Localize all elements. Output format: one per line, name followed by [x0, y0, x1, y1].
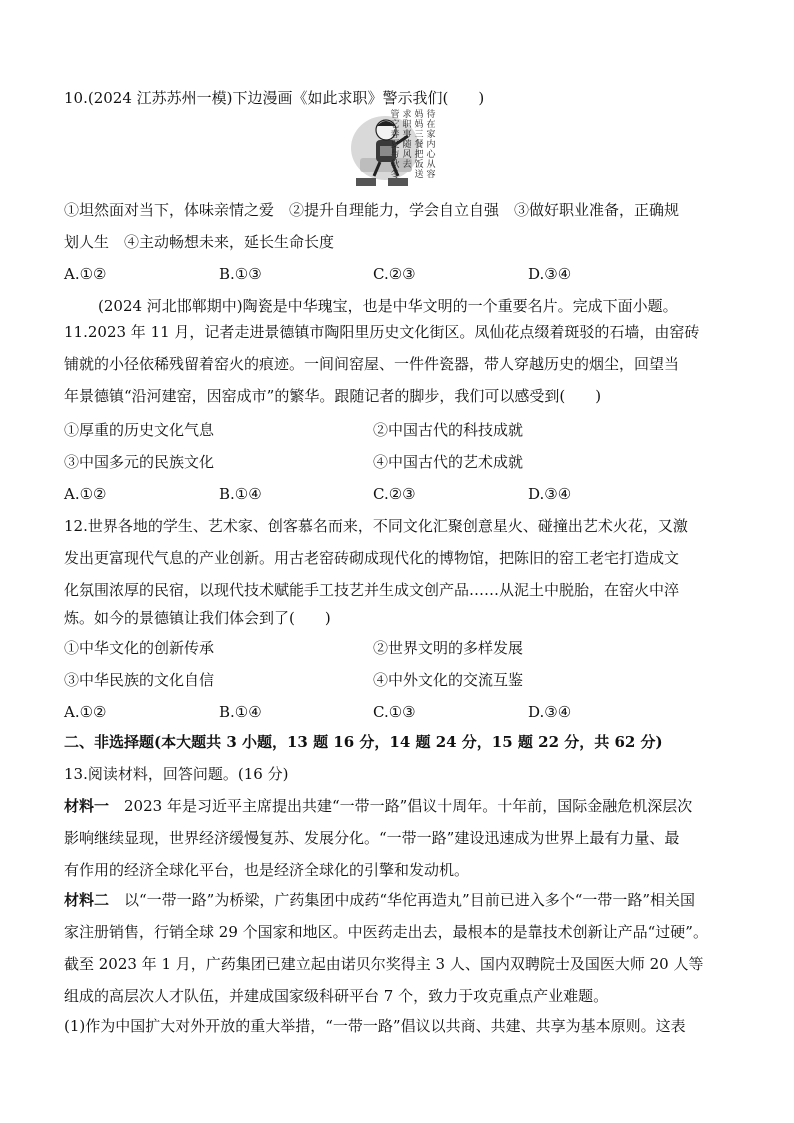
q11-statement-1: ①厚重的历史文化气息	[64, 421, 215, 439]
q12-statement-1: ①中华文化的创新传承	[64, 639, 215, 657]
comic-text-col-4: 管它春夏与秋冬	[390, 110, 400, 180]
q10-option-a: A.①②	[64, 265, 107, 283]
comic-text-col-1: 待在家内心从容	[426, 110, 436, 180]
material-2-line-4: 组成的高层次人才队伍，并建成国家级科研平台 7 个，致力于攻克重点产业难题。	[64, 987, 609, 1005]
q12-line-1: 12.世界各地的学生、艺术家、创客慕名而来，不同文化汇聚创意星火、碰撞出艺术火花，又激	[64, 517, 688, 535]
comic-illustration	[340, 112, 460, 190]
q10-statements-line2: 划人生 ④主动畅想未来，延长生命长度	[64, 233, 335, 251]
material-2-label: 材料二	[64, 891, 110, 909]
q10-statements-line1: ①坦然面对当下，体味亲情之爱 ②提升自理能力，学会自立自强 ③做好职业准备，正确规	[64, 201, 680, 219]
group-intro: (2024 河北邯郸期中)陶瓷是中华瑰宝，也是中华文明的一个重要名片。完成下面小题。	[98, 297, 678, 315]
q13-subquestion-1: (1)作为中国扩大对外开放的重大举措，“一带一路”倡议以共商、共建、共享为基本原则。这表	[64, 1017, 686, 1035]
q12-statement-4: ④中外文化的交流互鉴	[373, 671, 524, 689]
q11-line-1: 11.2023 年 11 月，记者走进景德镇市陶阳里历史文化街区。凤仙花点缀着斑驳的石墙，由窑砖	[64, 323, 700, 341]
q11-option-b: B.①④	[219, 485, 262, 503]
material-1-line-1	[64, 796, 692, 816]
q11-option-d: D.③④	[528, 485, 572, 503]
material-1-text: 2023 年是习近平主席提出共建“一带一路”倡议十周年。十年前，国际金融危机深层次	[109, 797, 693, 815]
material-2-text: 以“一带一路”为桥梁，广药集团中成药“华佗再造丸”目前已进入多个“一带一路”相关国	[109, 891, 696, 909]
q11-line-3: 年景德镇“沿河建窑，因窑成市”的繁华。跟随记者的脚步，我们可以感受到( )	[64, 387, 602, 405]
material-1-line-2: 影响继续显现，世界经济缓慢复苏、发展分化。“一带一路”建设迅速成为世界上最有力量、最	[64, 829, 680, 847]
material-1-line-3: 有作用的经济全球化平台，也是经济全球化的引擎和发动机。	[64, 861, 470, 879]
q12-option-b: B.①④	[219, 703, 262, 721]
material-2-line-2: 家注册销售，行销全球 29 个国家和地区。中医药走出去，最根本的是靠技术创新让产品“过硬”。	[64, 923, 708, 941]
q10-option-d: D.③④	[528, 265, 572, 283]
q12-statement-2: ②世界文明的多样发展	[373, 639, 524, 657]
q12-statement-3: ③中华民族的文化自信	[64, 671, 215, 689]
q11-statement-2: ②中国古代的科技成就	[373, 421, 524, 439]
q12-line-2: 发出更富现代气息的产业创新。用古老窑砖砌成现代化的博物馆，把陈旧的窑工老宅打造成文	[64, 549, 680, 567]
q12-line-4: 炼。如今的景德镇让我们体会到了( )	[64, 609, 331, 627]
comic-text-col-3: 求职事随风去	[402, 110, 412, 170]
q10-stem: 10.(2024 江苏苏州一模)下边漫画《如此求职》警示我们( )	[64, 89, 485, 107]
material-2-line-3: 截至 2023 年 1 月，广药集团已建立起由诺贝尔奖得主 3 人、国内双聘院士及国医大师 20 人等	[64, 955, 704, 973]
q12-option-a: A.①②	[64, 703, 107, 721]
q11-option-a: A.①②	[64, 485, 107, 503]
q11-line-2: 铺就的小径依稀残留着窑火的痕迹。一间间窑屋、一件件瓷器，带人穿越历史的烟尘，回望当	[64, 355, 680, 373]
q11-statement-4: ④中国古代的艺术成就	[373, 453, 524, 471]
q11-option-c: C.②③	[373, 485, 416, 503]
material-2-line-1	[64, 890, 695, 910]
material-1-label: 材料一	[64, 797, 110, 815]
q10-option-c: C.②③	[373, 265, 416, 283]
q10-option-b: B.①③	[219, 265, 262, 283]
section-heading: 二、非选择题(本大题共 3 小题，13 题 16 分，14 题 24 分，15 题 22 分，共 62 分)	[64, 733, 663, 751]
q11-statement-3: ③中国多元的民族文化	[64, 453, 215, 471]
q13-stem: 13.阅读材料，回答问题。(16 分)	[64, 765, 289, 783]
q12-line-3: 化氛围浓厚的民宿，以现代技术赋能手工技艺并生成文创产品……从泥土中脱胎，在窑火中淬	[64, 581, 680, 599]
comic-text-col-2: 妈妈三餐把饭送	[414, 110, 424, 180]
q12-option-c: C.①③	[373, 703, 416, 721]
q12-option-d: D.③④	[528, 703, 572, 721]
